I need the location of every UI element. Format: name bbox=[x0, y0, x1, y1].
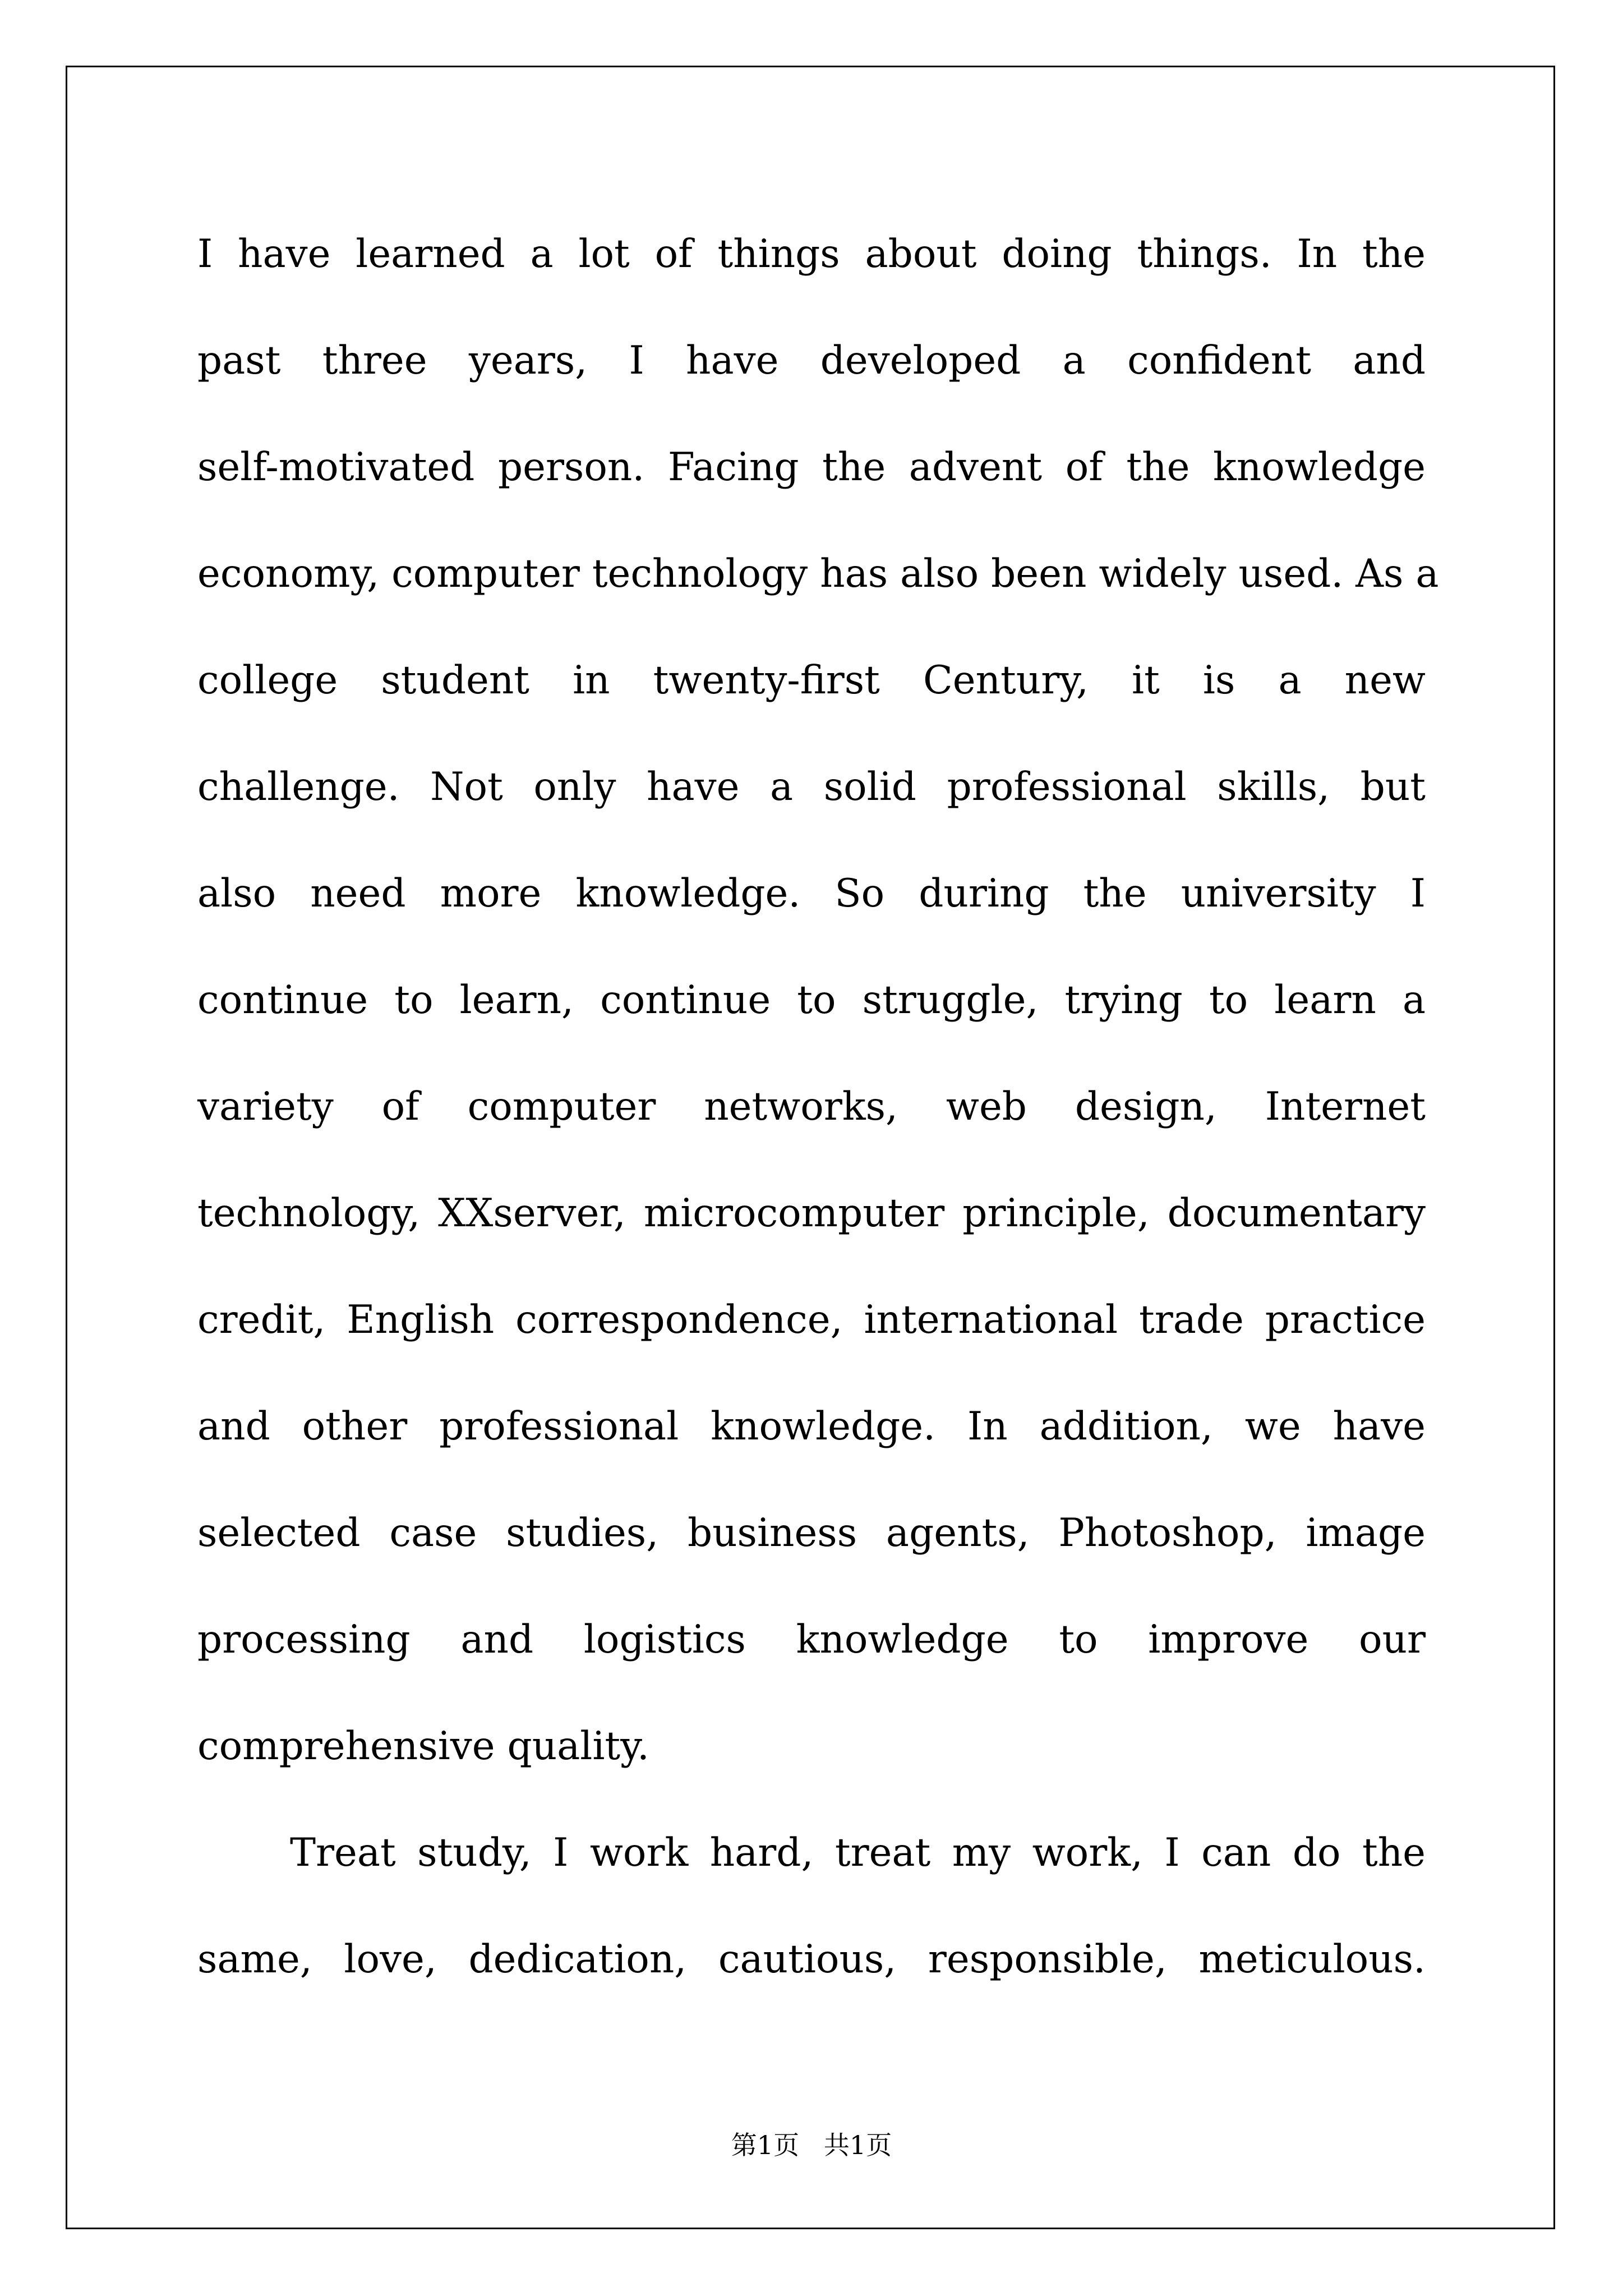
text-line: technology, XXserver, microcomputer principle, documentary bbox=[197, 1191, 1426, 1236]
text-line: economy, computer technology has also been widely used. As a bbox=[197, 551, 1439, 596]
text-line: and other professional knowledge. In addition, we have bbox=[197, 1404, 1426, 1449]
page-number-footer: 第1页 共1页 bbox=[731, 2130, 892, 2160]
text-line: processing and logistics knowledge to improve our bbox=[197, 1617, 1426, 1662]
text-line: comprehensive quality. bbox=[197, 1724, 649, 1769]
text-line: Treat study, I work hard, treat my work, I can do the bbox=[290, 1830, 1426, 1875]
text-line: I have learned a lot of things about doing things. In the bbox=[197, 232, 1426, 277]
text-line: challenge. Not only have a solid professional skills, but bbox=[197, 765, 1426, 809]
text-line: selected case studies, business agents, Photoshop, image bbox=[197, 1511, 1426, 1556]
paragraph-1 bbox=[197, 218, 1439, 1816]
paragraph-2 bbox=[197, 1816, 1426, 2030]
text-line: self-motivated person. Facing the advent of the knowledge bbox=[197, 445, 1426, 490]
text-line: college student in twenty-first Century, it is a new bbox=[197, 658, 1426, 703]
text-line: continue to learn, continue to struggle, trying to learn a bbox=[197, 978, 1426, 1023]
text-line: same, love, dedication, cautious, responsible, meticulous. bbox=[197, 1937, 1426, 1982]
text-line: past three years, I have developed a confident and bbox=[197, 338, 1426, 383]
text-line: credit, English correspondence, international trade practice bbox=[197, 1297, 1426, 1342]
text-line: also need more knowledge. So during the university I bbox=[197, 871, 1426, 916]
text-line: variety of computer networks, web design, Internet bbox=[197, 1084, 1426, 1129]
document-body bbox=[197, 218, 1439, 2030]
